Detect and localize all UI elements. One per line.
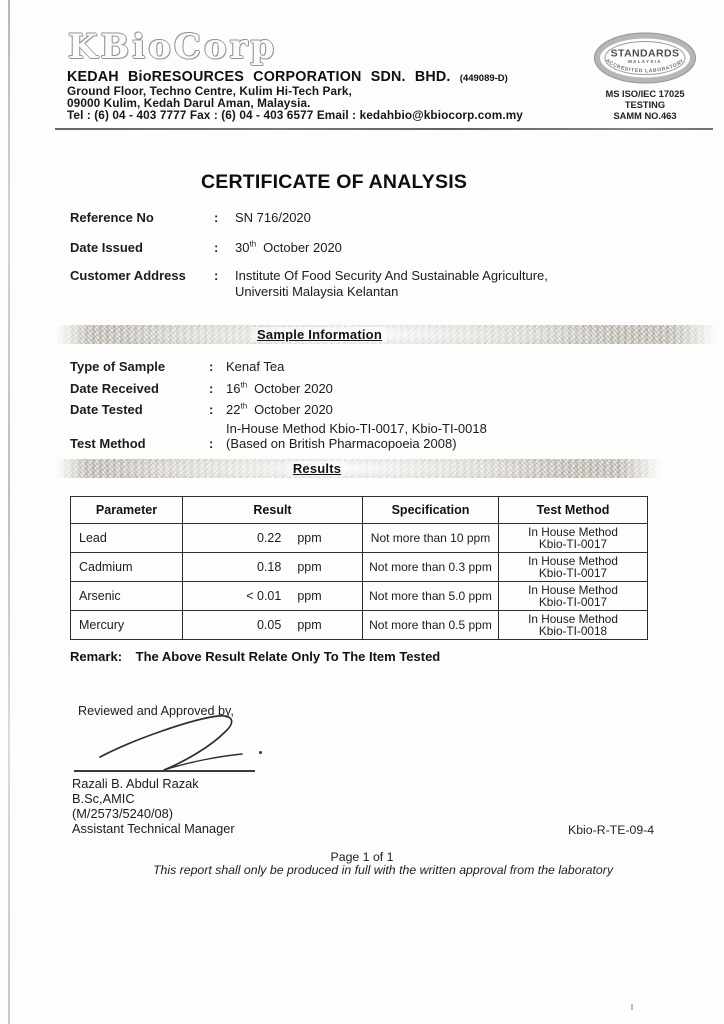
parameter-cell: Cadmium: [71, 553, 183, 582]
sample-information-section-band: [57, 325, 716, 344]
remark-label: Remark:: [70, 649, 123, 664]
specification-cell: Not more than 0.5 ppm: [363, 611, 499, 640]
seal-accredited-laboratory-text: ACCREDITED LABORATORY: [604, 57, 686, 75]
accreditation-text-block: [577, 89, 713, 122]
signature-line: [74, 770, 255, 772]
accreditation-samm-number: SAMM NO.463: [613, 111, 677, 121]
approver-membership-number: (M/2573/5240/08): [72, 806, 174, 821]
table-row: [71, 582, 648, 611]
signature-icon: [94, 707, 264, 771]
date-issued-label: Date Issued: [70, 240, 143, 255]
specification-cell: Not more than 5.0 ppm: [363, 582, 499, 611]
colon: :: [209, 359, 214, 374]
date-tested-row: [0, 402, 724, 420]
date-tested-label: Date Tested: [70, 402, 143, 417]
header-parameter: Parameter: [71, 497, 183, 524]
pen-dot: [259, 751, 262, 754]
reference-no-label: Reference No: [70, 210, 154, 225]
standards-malaysia-seal-icon: [593, 32, 697, 84]
date-received-value: 16th October 2020: [226, 380, 333, 396]
customer-address-line-1: Institute Of Food Security And Sustainable Agriculture,: [235, 268, 548, 283]
scan-speck: [631, 1004, 633, 1010]
results-table: [70, 496, 648, 640]
date-issued-value: 30th October 2020: [235, 239, 342, 255]
table-row: [71, 553, 648, 582]
document-title: CERTIFICATE OF ANALYSIS: [200, 171, 468, 193]
parameter-cell: Mercury: [71, 611, 183, 640]
test-method-cell: In House Method Kbio-TI-0018: [499, 611, 648, 640]
colon: :: [209, 402, 214, 417]
colon: :: [209, 381, 214, 396]
test-method-cell: In House Method Kbio-TI-0017: [499, 524, 648, 553]
customer-address-value: [235, 268, 548, 299]
colon: :: [214, 210, 219, 225]
approver-position: Assistant Technical Manager: [72, 821, 235, 836]
type-of-sample-label: Type of Sample: [70, 359, 166, 374]
specification-cell: Not more than 10 ppm: [363, 524, 499, 553]
date-received-label: Date Received: [70, 381, 159, 396]
kbiocorp-logo: KBioCorp: [68, 27, 278, 67]
sample-information-heading: Sample Information: [252, 327, 387, 342]
seal-standards-text: STANDARDS: [610, 47, 680, 60]
result-cell: 0.18 ppm: [183, 553, 363, 582]
header-test-method: Test Method: [499, 497, 648, 524]
customer-address-line-2: Universiti Malaysia Kelantan: [235, 283, 399, 299]
remark-text: The Above Result Relate Only To The Item Tested: [135, 649, 441, 664]
header-specification: Specification: [363, 497, 499, 524]
specification-cell: Not more than 0.3 ppm: [363, 553, 499, 582]
accreditation-scope: TESTING: [624, 100, 666, 110]
reference-no-row: [0, 210, 724, 228]
results-section-band: [57, 459, 661, 478]
test-method-cell: In House Method Kbio-TI-0017: [499, 582, 648, 611]
table-row: [71, 524, 648, 553]
company-name-text: KEDAH BioRESOURCES CORPORATION SDN. BHD.: [67, 69, 451, 85]
results-heading: Results: [288, 461, 346, 476]
contact-line: Tel : (6) 04 - 403 7777 Fax : (6) 04 - 403 6577 Email : kedahbio@kbiocorp.com.my: [67, 108, 523, 122]
test-method-cell: In House Method Kbio-TI-0017: [499, 553, 648, 582]
remark-line: [70, 649, 440, 664]
date-received-row: [0, 381, 724, 399]
test-method-row: [0, 436, 724, 454]
date-tested-value: 22th October 2020: [226, 401, 333, 417]
customer-address-label: Customer Address: [70, 268, 186, 283]
document-code: Kbio-R-TE-09-4: [568, 823, 655, 837]
date-issued-row: [0, 240, 724, 258]
type-of-sample-row: [0, 359, 724, 377]
company-registration-number: (449089-D): [459, 73, 508, 84]
report-disclaimer: This report shall only be produced in full with the written approval from the laboratory: [153, 863, 613, 877]
result-cell: 0.22 ppm: [183, 524, 363, 553]
reviewed-approved-by-label: Reviewed and Approved by,: [78, 704, 234, 718]
test-method-value-line-1: In-House Method Kbio-TI-0017, Kbio-TI-0018: [226, 421, 487, 436]
type-of-sample-value: Kenaf Tea: [226, 359, 285, 374]
approver-name: Razali B. Abdul Razak: [72, 776, 199, 791]
approver-qualification: B.Sc,AMIC: [72, 791, 135, 806]
address-line-2: 09000 Kulim, Kedah Darul Aman, Malaysia.: [67, 96, 311, 110]
result-cell: 0.05 ppm: [183, 611, 363, 640]
table-header-row: [71, 497, 648, 524]
reference-no-value: SN 716/2020: [235, 210, 311, 225]
header-result: Result: [183, 497, 363, 524]
test-method-label: Test Method: [70, 436, 146, 451]
colon: :: [214, 268, 219, 283]
colon: :: [209, 436, 214, 451]
parameter-cell: Arsenic: [71, 582, 183, 611]
colon: :: [214, 240, 219, 255]
address-line-1: Ground Floor, Techno Centre, Kulim Hi-Tech Park,: [67, 84, 352, 98]
accreditation-standard: MS ISO/IEC 17025: [605, 89, 685, 99]
customer-address-row: [0, 268, 724, 302]
result-cell: < 0.01 ppm: [183, 582, 363, 611]
page-number: Page 1 of 1: [330, 850, 394, 864]
test-method-value-line-2: (Based on British Pharmacopoeia 2008): [226, 436, 457, 451]
seal-malaysia-text: MALAYSIA: [628, 59, 662, 64]
letterhead-divider: [55, 128, 713, 130]
scan-artifact-line: [8, 0, 10, 1024]
company-name: [67, 69, 508, 85]
table-row: [71, 611, 648, 640]
parameter-cell: Lead: [71, 524, 183, 553]
